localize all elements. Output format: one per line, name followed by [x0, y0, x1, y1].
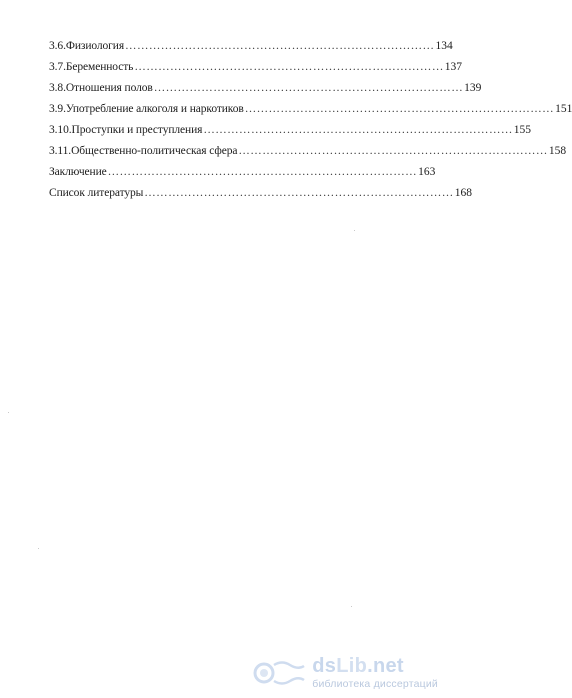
- toc-page-number: 151: [555, 103, 572, 115]
- toc-dot-leader: ……………………………………………………………………: [238, 145, 548, 157]
- dslib-logo-icon: [252, 656, 306, 690]
- scan-speck: [38, 548, 39, 549]
- toc-entry[interactable]: [49, 187, 472, 208]
- table-of-contents: [49, 40, 572, 208]
- toc-entry-label: 3.9.Употребление алкоголя и наркотиков: [49, 103, 244, 115]
- toc-entry[interactable]: [49, 61, 462, 82]
- toc-dot-leader: ……………………………………………………………………: [203, 124, 513, 136]
- toc-dot-leader: ……………………………………………………………………: [107, 166, 418, 178]
- toc-entry-label: Список литературы: [49, 187, 144, 199]
- toc-entry[interactable]: [49, 82, 482, 103]
- watermark-brand-lib: Lib: [336, 655, 368, 678]
- toc-dot-leader: ……………………………………………………………………: [144, 187, 454, 199]
- toc-entry[interactable]: [49, 103, 572, 124]
- toc-page-number: 137: [444, 61, 462, 73]
- toc-page-number: 134: [435, 40, 453, 52]
- toc-page-number: 168: [454, 187, 472, 199]
- toc-entry[interactable]: [49, 40, 453, 61]
- toc-dot-leader: ……………………………………………………………………: [244, 103, 555, 115]
- toc-entry-label: 3.7.Беременность: [49, 61, 134, 73]
- toc-entry-label: Заключение: [49, 166, 107, 178]
- toc-page-number: 163: [418, 166, 436, 178]
- toc-dot-leader: ……………………………………………………………………: [134, 61, 444, 73]
- dslib-watermark[interactable]: [252, 656, 438, 690]
- toc-page-number: 155: [513, 124, 531, 136]
- toc-entry-label: 3.6.Физиология: [49, 40, 125, 52]
- watermark-subtitle: библиотека диссертаций: [312, 678, 438, 691]
- toc-page-number: 139: [464, 82, 482, 94]
- toc-entry-label: 3.10.Проступки и преступления: [49, 124, 203, 136]
- toc-entry-label: 3.8.Отношения полов: [49, 82, 153, 94]
- watermark-brand-ds: ds: [312, 655, 337, 678]
- watermark-text: [312, 656, 438, 690]
- toc-dot-leader: ……………………………………………………………………: [125, 40, 435, 52]
- scan-speck: [351, 606, 352, 607]
- toc-dot-leader: ……………………………………………………………………: [153, 82, 464, 94]
- toc-entry-label: 3.11.Общественно-политическая сфера: [49, 145, 238, 157]
- watermark-brand: [312, 656, 438, 676]
- scan-speck: [354, 230, 355, 231]
- toc-entry[interactable]: [49, 124, 531, 145]
- toc-page-number: 158: [548, 145, 567, 157]
- toc-entry[interactable]: [49, 145, 567, 166]
- scan-speck: [8, 412, 9, 413]
- toc-entry[interactable]: [49, 166, 436, 187]
- watermark-brand-net: .net: [367, 655, 404, 678]
